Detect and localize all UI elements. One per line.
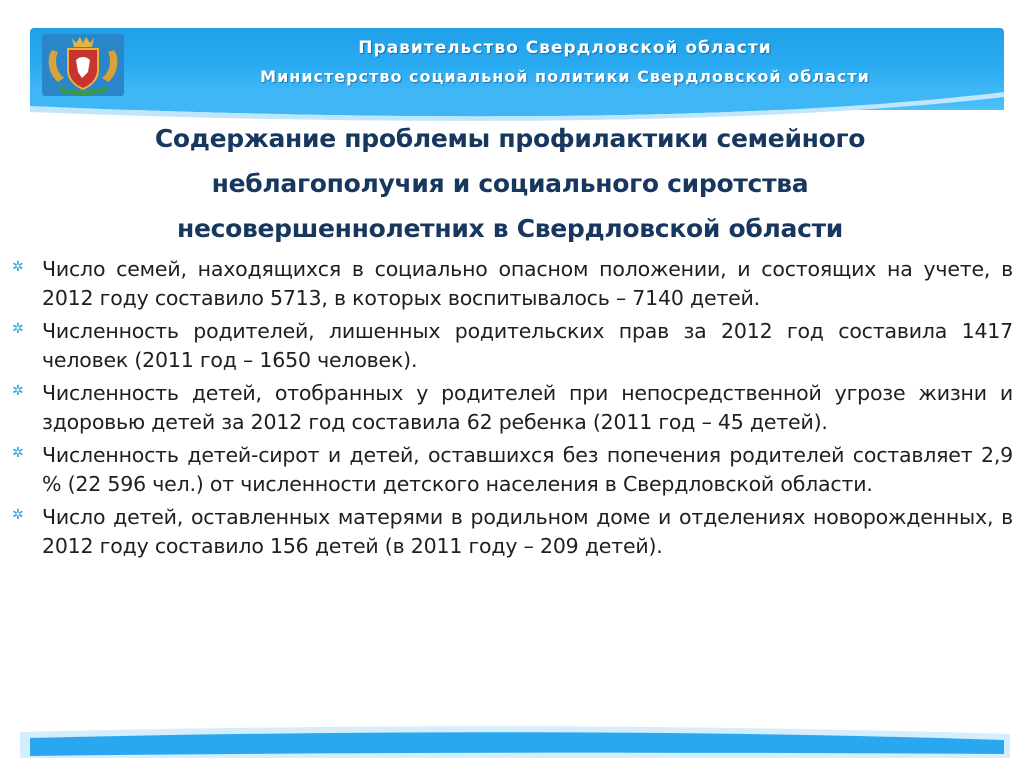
page-title-line: несовершеннолетних в Свердловской области [176,214,844,243]
header-ministry-title: Министерство социальной политики Свердловской области [260,67,870,86]
bullet-text: Численность детей-сирот и детей, оставшихся без попечения родителей составляет 2,9 % (22 596 чел.) от численности детского населения в Свердловской области. [42,443,1013,496]
footer-wave-decoration [20,722,1010,758]
page-title-line: неблагополучия и социального сиротства [211,169,809,198]
asterisk-icon: ✲ [12,383,24,399]
bullet-item [12,503,1013,561]
bullet-item [12,317,1013,375]
asterisk-icon: ✲ [12,445,24,461]
bullet-item [12,441,1013,499]
page-title-line: Содержание проблемы профилактики семейного [154,124,866,153]
bullet-text: Число семей, находящихся в социально опасном положении, и состоящих на учете, в 2012 году составило 5713, в которых воспитывалось – 7140 детей. [42,257,1013,310]
bullet-text: Число детей, оставленных матерями в родильном доме и отделениях новорожденных, в 2012 году составило 156 детей (в 2011 году – 209 детей). [42,505,1013,558]
bullet-list [12,255,1013,565]
coat-of-arms-icon [42,34,124,96]
asterisk-icon: ✲ [12,507,24,523]
asterisk-icon: ✲ [12,259,24,275]
page-title [50,116,970,251]
bullet-text: Численность детей, отобранных у родителей при непосредственной угрозе жизни и здоровью детей за 2012 год составила 62 ребенка (2011 год – 45 детей). [42,381,1013,434]
bullet-text: Численность родителей, лишенных родительских прав за 2012 год составила 1417 человек (2011 год – 1650 человек). [42,319,1013,372]
asterisk-icon: ✲ [12,321,24,337]
header-government-title: Правительство Свердловской области [358,38,772,58]
bullet-item [12,379,1013,437]
bullet-item [12,255,1013,313]
